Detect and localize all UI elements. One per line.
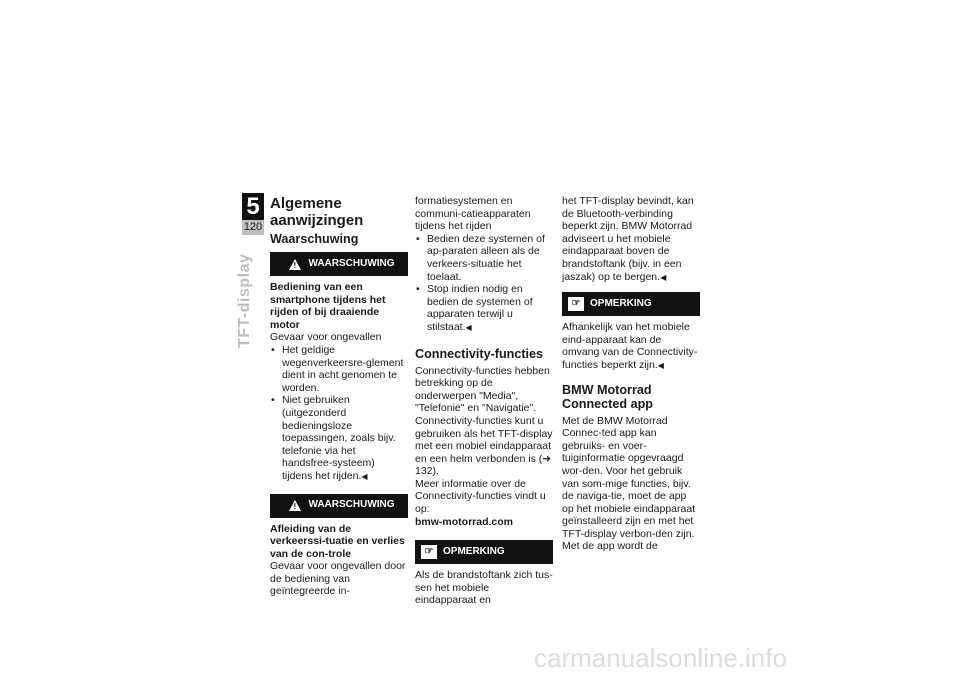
subsection-title-warning: Waarschuwing — [270, 232, 359, 246]
paragraph: formatiesystemen en communi-catieapparaten tijdens het rijden — [415, 195, 531, 233]
page-number: 120 — [243, 221, 263, 233]
end-mark-icon: ◀ — [361, 471, 368, 481]
connectivity-text: Connectivity-functies hebben betrekking op de onderwerpen "Media", "Telefonie" en "Navigatie". Connectivity-functies kunt u gebruiken als het TFT-display met een mobiel eindapparaat en een helm verbonden is (➜ 132). — [415, 364, 553, 478]
note-hand-icon: ☞ — [568, 297, 584, 311]
warning-triangle-icon — [289, 500, 301, 511]
page-ref-arrow-icon: ➜ — [542, 452, 552, 465]
column-3 — [562, 195, 700, 553]
page-reference[interactable]: 132 — [415, 465, 433, 478]
list-item: • Het geldige wegenverkeersre-glement dient in acht genomen te worden. — [270, 344, 408, 394]
warning-banner — [270, 494, 408, 518]
note-text: Afhankelijk van het mobiele eind-apparaat kan de omvang van de Connectivity-functies beperkt zijn.◀ — [562, 321, 698, 371]
watermark: carmanualsonline.info — [534, 643, 787, 673]
note-banner — [415, 540, 553, 564]
warning-heading: Afleiding van de verkeerssi-tuatie en verlies van de con-trole — [270, 522, 405, 560]
bullet-list — [415, 233, 553, 335]
column-2 — [415, 195, 553, 607]
chapter-number: 5 — [246, 193, 260, 220]
end-mark-icon: ◀ — [660, 272, 667, 282]
note-banner — [562, 292, 700, 316]
website-link[interactable]: bmw-motorrad.com — [415, 515, 514, 528]
end-mark-icon: ◀ — [657, 360, 664, 370]
list-item: • Niet gebruiken (uitgezonderd bedieningsloze toepassingen, zoals bijv. telefonie via het handsfree-systeem) tijdens het rijden.◀ — [270, 394, 408, 483]
warning-text: Gevaar voor ongevallen door de bediening van geïntegreerde in- — [270, 560, 406, 598]
list-item: • Bedien deze systemen of ap-paraten alleen als de verkeers-situatie het toelaat. — [415, 233, 553, 283]
warning-label: WAARSCHUWING — [308, 499, 395, 511]
note-hand-icon: ☞ — [421, 545, 437, 559]
connected-app-text: Met de BMW Motorrad Connec-ted app kan gebruiks- en voer-tuiginformatie opgevraagd wor-den. Voor het gebruik van som-mige functies, bijv. de naviga-tie, moet de app op het mobiele eindapparaat geïnstalleerd zijn en met het TFT-display verbon-den zijn. Met de app wordt de — [562, 414, 696, 553]
warning-bullet-list — [270, 344, 408, 484]
more-info-text: Meer informatie over de Connectivity-functies vindt u op: — [415, 477, 546, 516]
note-label: OPMERKING — [590, 297, 652, 309]
paragraph: het TFT-display bevindt, kan de Bluetooth-verbinding beperkt zijn. BMW Motorrad adviseert u het mobiele eindapparaat boven de brandstoftank (bijv. in een jaszak) op te bergen.◀ — [562, 195, 694, 283]
note-text: Als de brandstoftank zich tus-sen het mobiele eindapparaat en — [415, 569, 553, 607]
side-chapter-title: TFT-display — [236, 253, 253, 348]
end-mark-icon: ◀ — [465, 322, 472, 332]
list-item: • Stop indien nodig en bedien de systemen of apparaten terwijl u stilstaat.◀ — [415, 283, 553, 334]
section-title-connected-app: BMW Motorrad Connected app — [562, 382, 653, 411]
warning-intro: Gevaar voor ongevallen — [270, 331, 382, 344]
warning-label: WAARSCHUWING — [308, 257, 395, 269]
chapter-tab — [242, 193, 264, 235]
column-1 — [270, 195, 408, 598]
section-title-connectivity: Connectivity-functies — [415, 346, 544, 361]
warning-banner — [270, 252, 408, 276]
note-label: OPMERKING — [443, 545, 505, 557]
warning-triangle-icon — [289, 259, 301, 270]
section-title-general: Algemene aanwijzingen — [270, 195, 364, 229]
warning-heading: Bediening van een smartphone tijdens het rijden of bij draaiende motor — [270, 281, 386, 331]
